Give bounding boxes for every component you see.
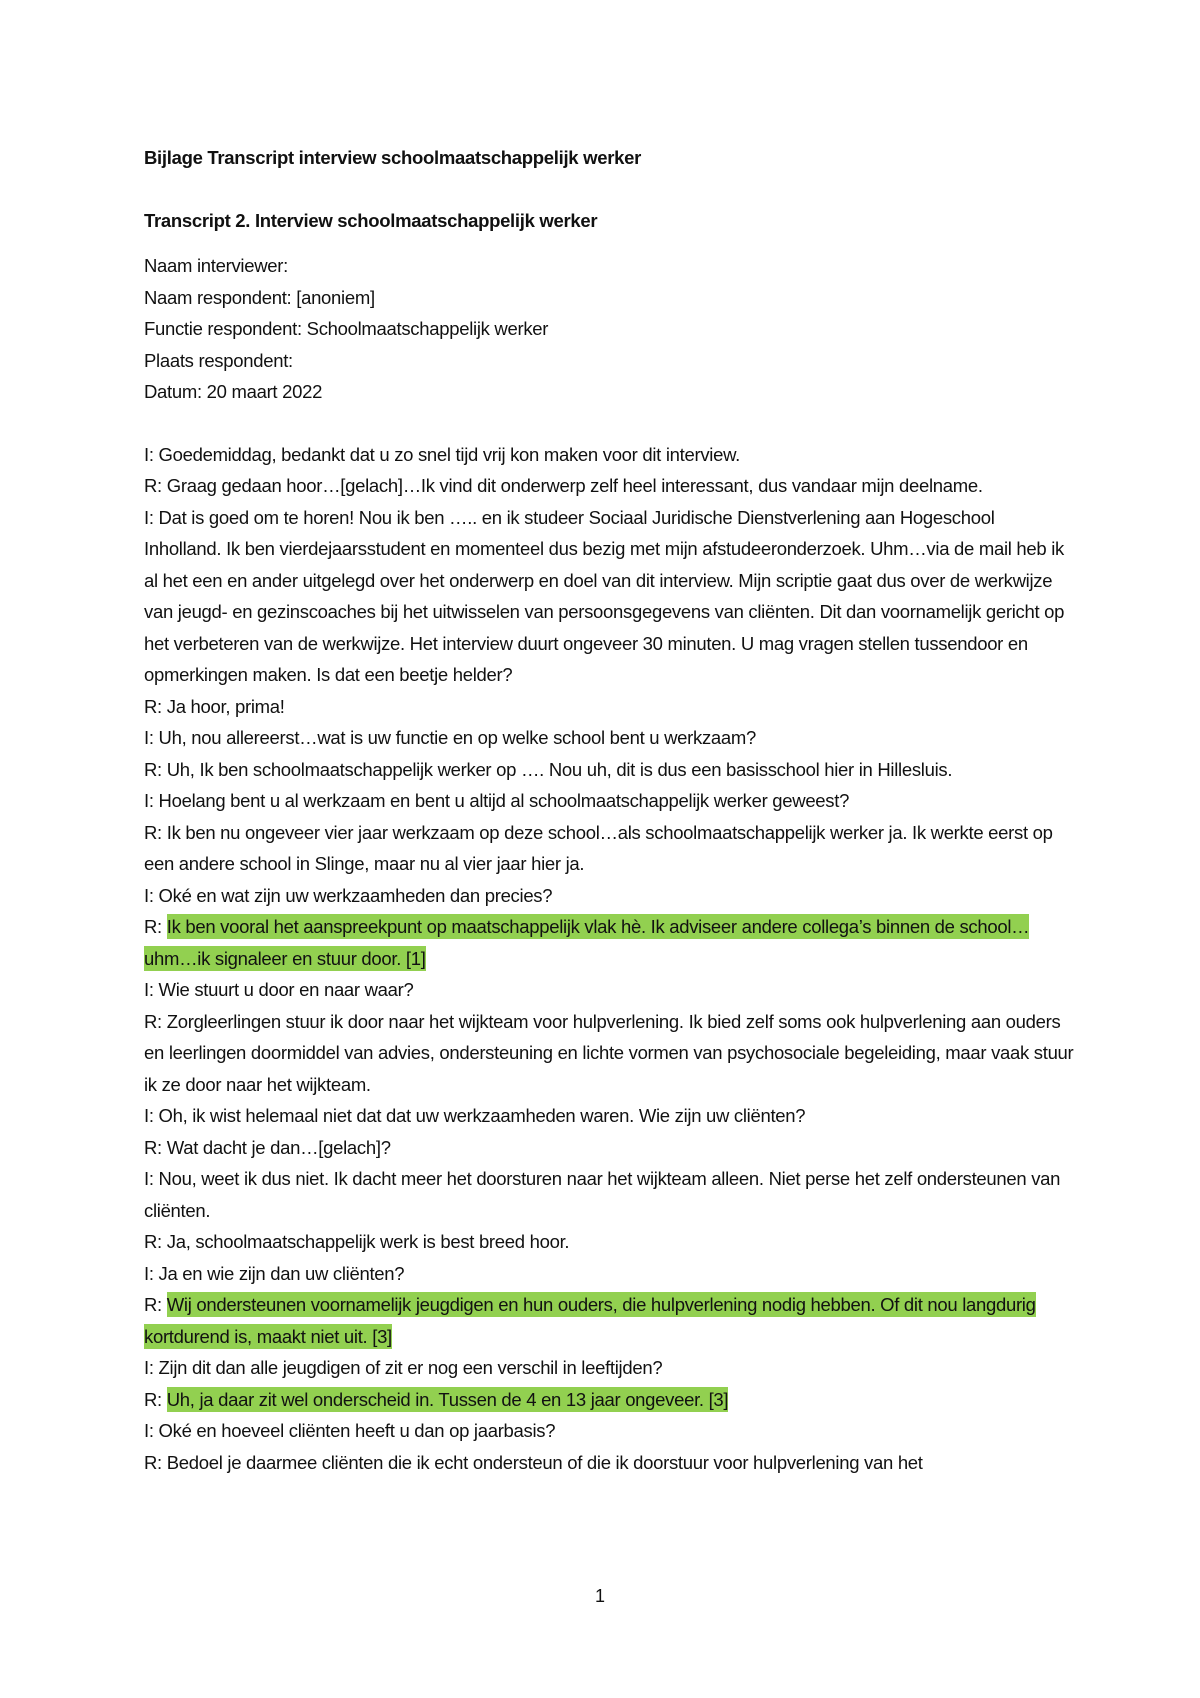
metadata-line: Datum: 20 maart 2022 [144,381,323,402]
turn-text: Graag gedaan hoor…[gelach]…Ik vind dit onderwerp zelf heel interessant, dus vandaar mijn deelname. [166,475,983,496]
highlighted-answer: Wij ondersteunen voornamelijk jeugdigen en hun ouders, die hulpverlening nodig hebben. Of dit nou langdurig kortdurend is, maakt niet uit. [3] [144,1294,1036,1347]
metadata-line: Naam respondent: [anoniem] [144,286,375,308]
interviewer-turn [144,1258,1074,1290]
speaker-label: R: [144,1388,167,1410]
metadata-line: Functie respondent: Schoolmaatschappelijk werker [144,318,549,339]
metadata-line: Plaats respondent: [144,349,293,371]
interview-dialogue [144,439,1074,1479]
respondent-turn [144,1447,1074,1479]
speaker-label: I: [144,1262,159,1284]
speaker-label: R: [144,758,167,780]
speaker-label: I: [144,1357,159,1378]
interviewer-turn [144,974,1074,1006]
respondent-turn [144,1289,1074,1352]
turn-text: Oké en wat zijn uw werkzaamheden dan precies? [158,884,553,906]
turn-text: Hoelang bent u al werkzaam en bent u altijd al schoolmaatschappelijk werker geweest? [158,790,850,811]
interviewer-turn [144,1100,1074,1132]
speaker-label: I: [144,1168,159,1189]
speaker-label: I: [144,1105,159,1126]
speaker-label: R: [144,1294,167,1315]
turn-text: Bedoel je daarmee cliënten die ik echt ondersteun of die ik doorstuur voor hulpverlening van het [166,1451,923,1473]
speaker-label: I: [144,443,159,465]
metadata-line: Naam interviewer: [144,255,288,276]
speaker-label: I: [144,506,159,528]
respondent-turn [144,754,1074,786]
turn-text: Zijn dit dan alle jeugdigen of zit er nog een verschil in leeftijden? [158,1357,663,1378]
turn-text: Zorgleerlingen stuur ik door naar het wijkteam voor hulpverlening. Ik bied zelf soms ook hulpverlening aan ouders en leerlingen doormiddel van advies, ondersteuning en lichte vormen van psychosociale begeleiding, maar vaak stuur ik ze door naar het wijkteam. [144,1010,1074,1095]
respondent-turn [144,1006,1074,1101]
speaker-label: I: [144,979,159,1000]
turn-text: Uh, Ik ben schoolmaatschappelijk werker op …. Nou uh, dit is dus een basisschool hier in Hillesluis. [166,758,953,780]
speaker-label: I: [144,727,159,748]
speaker-label: I: [144,790,159,811]
respondent-turn [144,470,1074,502]
interviewer-turn [144,785,1074,817]
respondent-turn [144,1226,1074,1258]
interviewer-turn [144,1352,1074,1384]
turn-text: Ja hoor, prima! [166,695,285,717]
turn-text: Uh, nou allereerst…wat is uw functie en op welke school bent u werkzaam? [158,727,756,748]
interviewer-turn [144,439,1074,471]
interviewer-turn [144,880,1074,912]
turn-text: Ja en wie zijn dan uw cliënten? [158,1262,405,1284]
speaker-label: I: [144,884,159,906]
interviewer-turn [144,1163,1074,1226]
page-number: 1 [594,1586,605,1606]
interview-metadata [144,250,1074,408]
speaker-label: R: [144,821,167,843]
turn-text: Nou, weet ik dus niet. Ik dacht meer het doorsturen naar het wijkteam alleen. Niet perse het zelf ondersteunen van cliënten. [144,1168,1061,1221]
speaker-label: I: [144,1420,159,1441]
speaker-label: R: [144,1010,167,1032]
document-subtitle: Transcript 2. Interview schoolmaatschappelijk werker [144,210,598,231]
respondent-turn [144,1132,1074,1164]
speaker-label: R: [144,1231,167,1252]
speaker-label: R: [144,695,167,717]
speaker-label: R: [144,916,167,937]
speaker-label: R: [144,1451,167,1473]
turn-text: Ja, schoolmaatschappelijk werk is best breed hoor. [166,1231,570,1252]
interviewer-turn [144,1415,1074,1447]
speaker-label: R: [144,1136,167,1158]
respondent-turn [144,1384,1074,1416]
turn-text: Oh, ik wist helemaal niet dat dat uw werkzaamheden waren. Wie zijn uw cliënten? [158,1105,806,1126]
speaker-label: R: [144,475,167,496]
respondent-turn [144,817,1074,880]
interviewer-turn [144,502,1074,691]
highlighted-answer: Ik ben vooral het aanspreekpunt op maatschappelijk vlak hè. Ik adviseer andere collega’s binnen de school…uhm…ik signaleer en stuur door. [1] [144,916,1030,969]
interviewer-turn [144,722,1074,754]
turn-text: Oké en hoeveel cliënten heeft u dan op jaarbasis? [158,1420,556,1441]
turn-text: Goedemiddag, bedankt dat u zo snel tijd vrij kon maken voor dit interview. [158,443,740,465]
document-title: Bijlage Transcript interview schoolmaatschappelijk werker [144,147,641,168]
turn-text: Dat is goed om te horen! Nou ik ben ….. en ik studeer Sociaal Juridische Dienstverlening aan Hogeschool Inholland. Ik ben vierdejaarsstudent en momenteel dus bezig met mijn afstudeeronderzoek. Uhm…via de mail heb ik al het een en ander uitgelegd over het onderwerp en doel van dit interview. Mijn scriptie gaat dus over de werkwijze van jeugd- en gezinscoaches bij het uitwisselen van persoonsgegevens van cliënten. Dit dan voornamelijk gericht op het verbeteren van de werkwijze. Het interview duurt ongeveer 30 minuten. U mag vragen stellen tussendoor en opmerkingen maken. Is dat een beetje helder? [144,506,1065,685]
highlighted-answer: Uh, ja daar zit wel onderscheid in. Tussen de 4 en 13 jaar ongeveer. [3] [166,1388,729,1410]
respondent-turn [144,691,1074,723]
turn-text: Wat dacht je dan…[gelach]? [166,1136,391,1158]
turn-text: Ik ben nu ongeveer vier jaar werkzaam op deze school…als schoolmaatschappelijk werker ja. Ik werkte eerst op een andere school in Slinge, maar nu al vier jaar hier ja. [144,821,1053,874]
turn-text: Wie stuurt u door en naar waar? [158,979,414,1000]
respondent-turn [144,911,1074,974]
document-content [144,142,1074,1478]
